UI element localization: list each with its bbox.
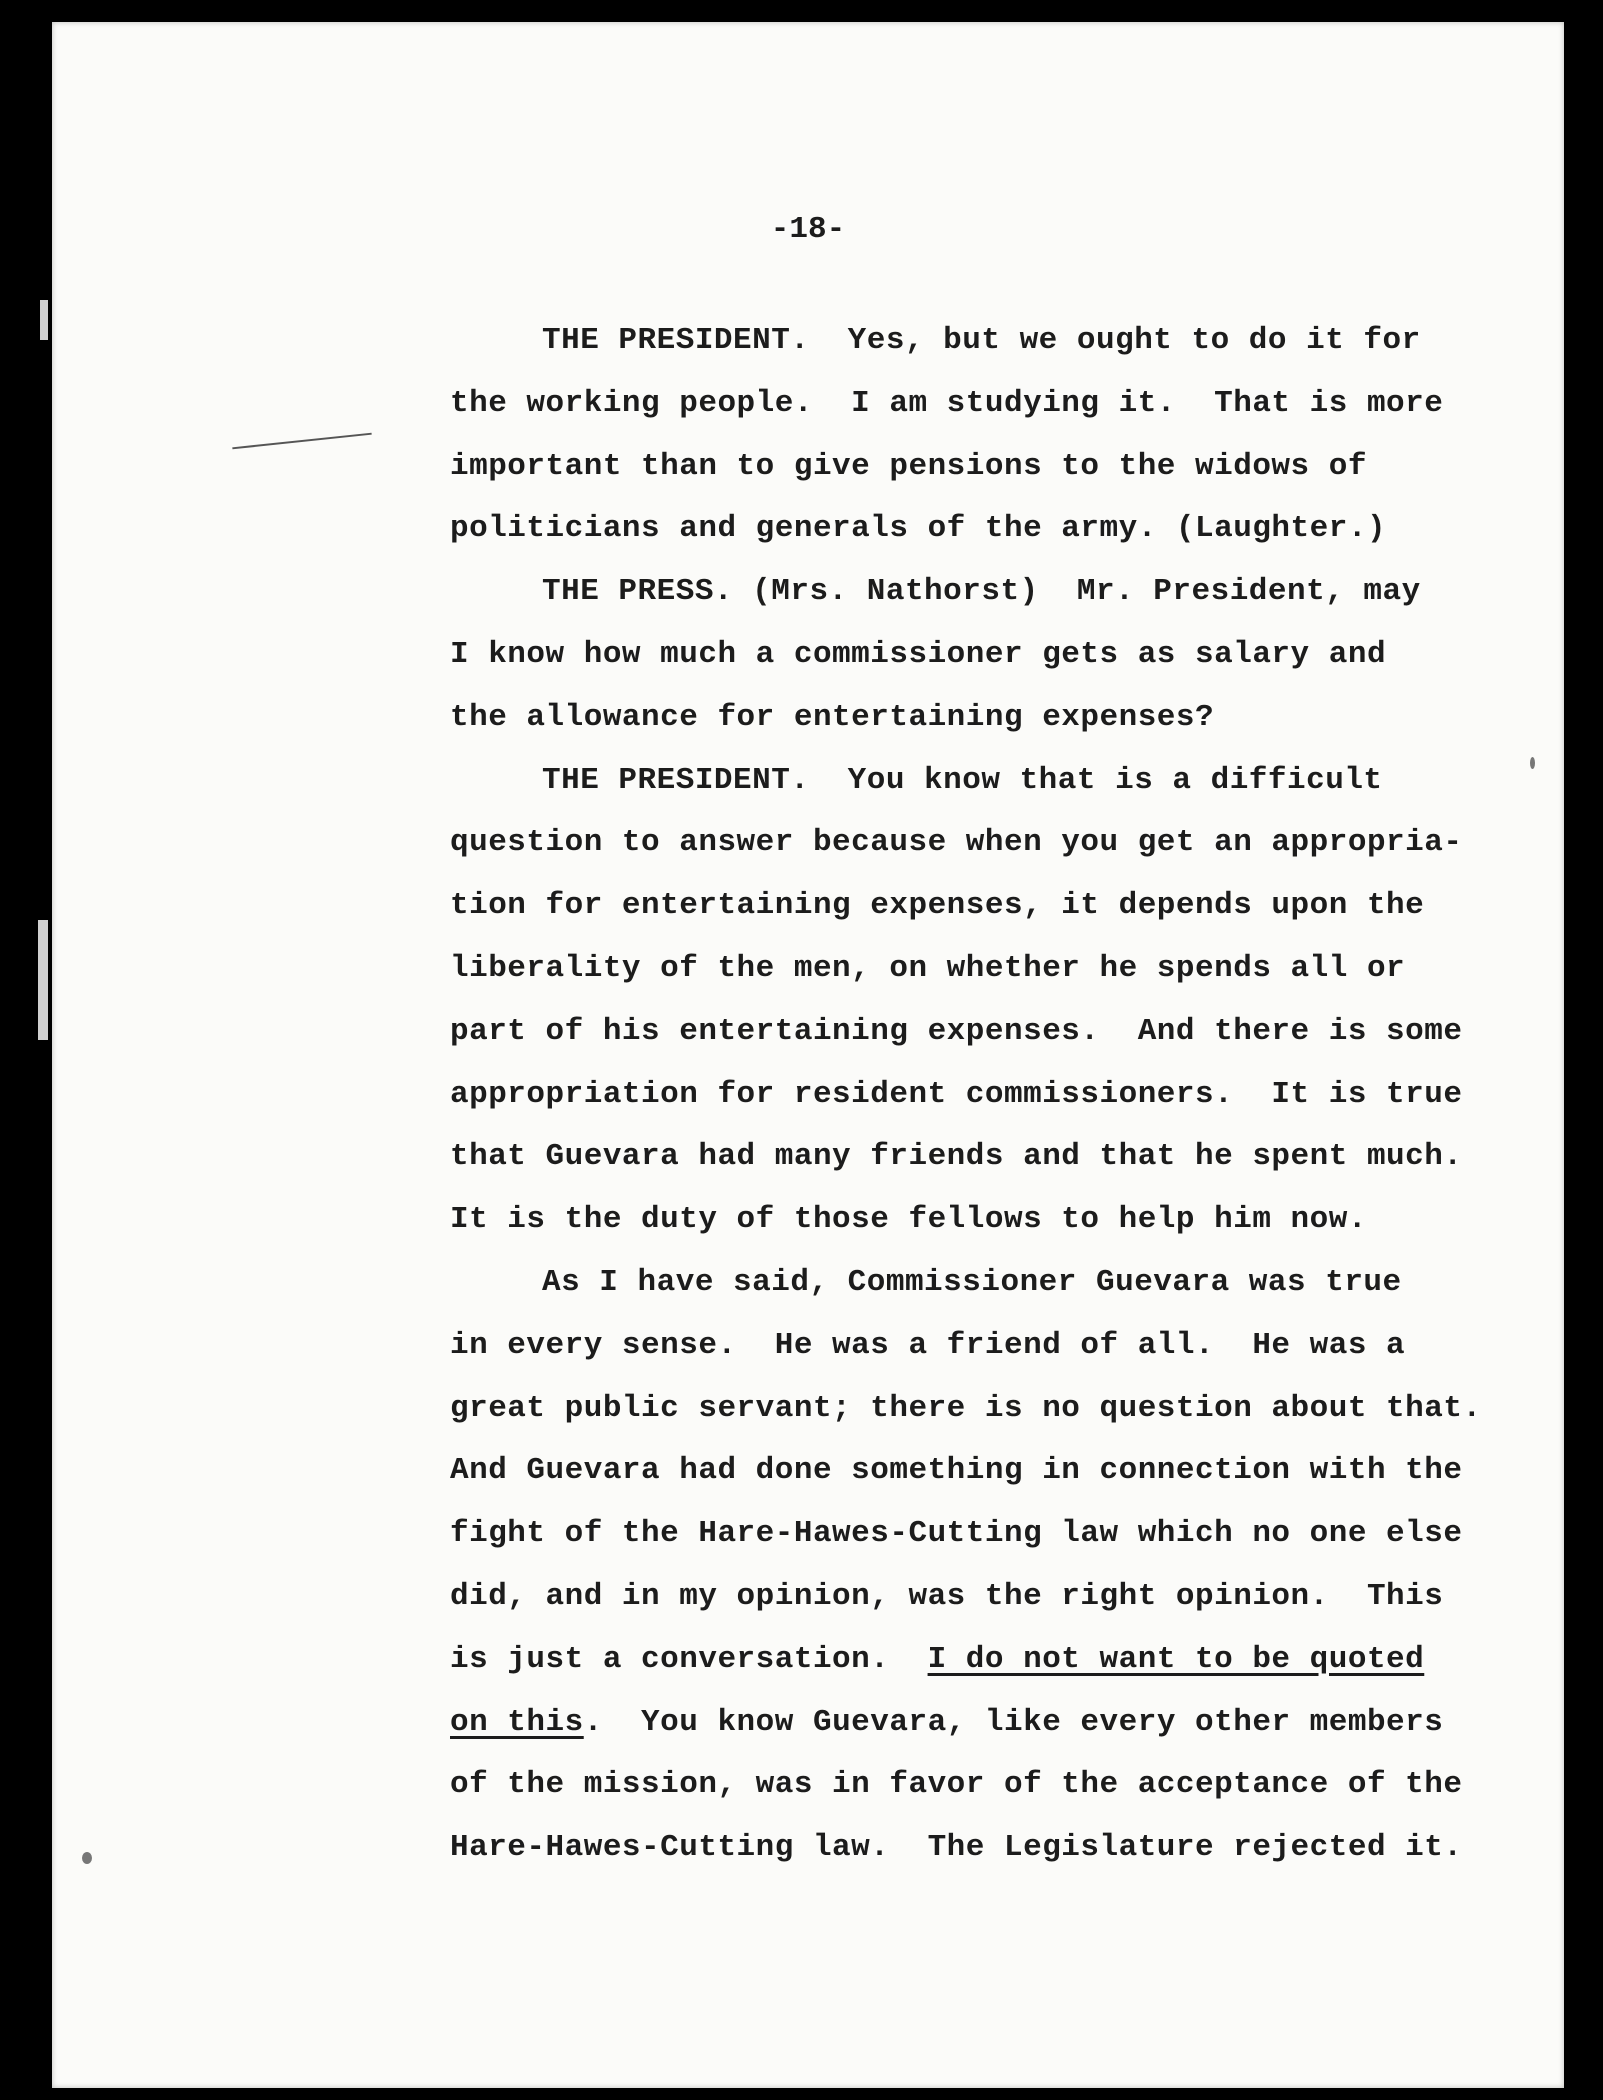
text-line: important than to give pensions to the widows of <box>450 448 1367 484</box>
text-line: great public servant; there is no question about that. <box>450 1390 1482 1426</box>
document-page <box>52 22 1564 2088</box>
text-line: fight of the Hare-Hawes-Cutting law which no one else <box>450 1516 1463 1552</box>
text-line: THE PRESS. (Mrs. Nathorst) Mr. President, may <box>542 574 1421 610</box>
underlined-text: on this <box>450 1704 584 1740</box>
paragraph <box>450 310 1490 373</box>
text-line: the allowance for entertaining expenses? <box>450 699 1215 735</box>
page-number: -18- <box>770 212 846 247</box>
film-edge <box>0 0 52 2100</box>
text-line: Hare-Hawes-Cutting law. The Legislature rejected it. <box>450 1830 1463 1866</box>
text-line: politicians and generals of the army. (Laughter.) <box>450 511 1387 547</box>
text-line: did, and in my opinion, was the right opinion. This <box>450 1578 1444 1614</box>
text-segment: is just a conversation. <box>450 1641 928 1677</box>
text-line <box>450 1629 1490 1692</box>
text-line: part of his entertaining expenses. And there is some <box>450 1013 1463 1049</box>
margin-smudge <box>82 1852 92 1864</box>
text-line: And Guevara had done something in connection with the <box>450 1453 1463 1489</box>
margin-smudge <box>1530 757 1535 769</box>
underlined-text: I do not want to be quoted <box>927 1641 1425 1677</box>
text-line: THE PRESIDENT. You know that is a difficult <box>542 762 1383 798</box>
text-line: appropriation for resident commissioners. It is true <box>450 1076 1463 1112</box>
text-line: As I have said, Commissioner Guevara was true <box>542 1264 1402 1300</box>
text-line: THE PRESIDENT. Yes, but we ought to do it for <box>542 323 1421 358</box>
text-line: in every sense. He was a friend of all. He was a <box>450 1327 1406 1363</box>
margin-mark <box>232 433 371 450</box>
text-line: It is the duty of those fellows to help him now. <box>450 1202 1367 1238</box>
transcript-body <box>450 310 1490 1880</box>
text-line: that Guevara had many friends and that he spent much. <box>450 1139 1463 1175</box>
text-line: tion for entertaining expenses, it depends upon the <box>450 888 1425 924</box>
text-segment: . You know Guevara, like every other members <box>583 1704 1444 1740</box>
text-line: liberality of the men, on whether he spends all or <box>450 950 1406 986</box>
text-line: the working people. I am studying it. That is more <box>450 385 1444 421</box>
text-line: question to answer because when you get an appropria- <box>450 825 1463 861</box>
text-line: I know how much a commissioner gets as salary and <box>450 636 1387 672</box>
text-line: of the mission, was in favor of the acceptance of the <box>450 1767 1463 1803</box>
text-line <box>450 1692 1490 1755</box>
